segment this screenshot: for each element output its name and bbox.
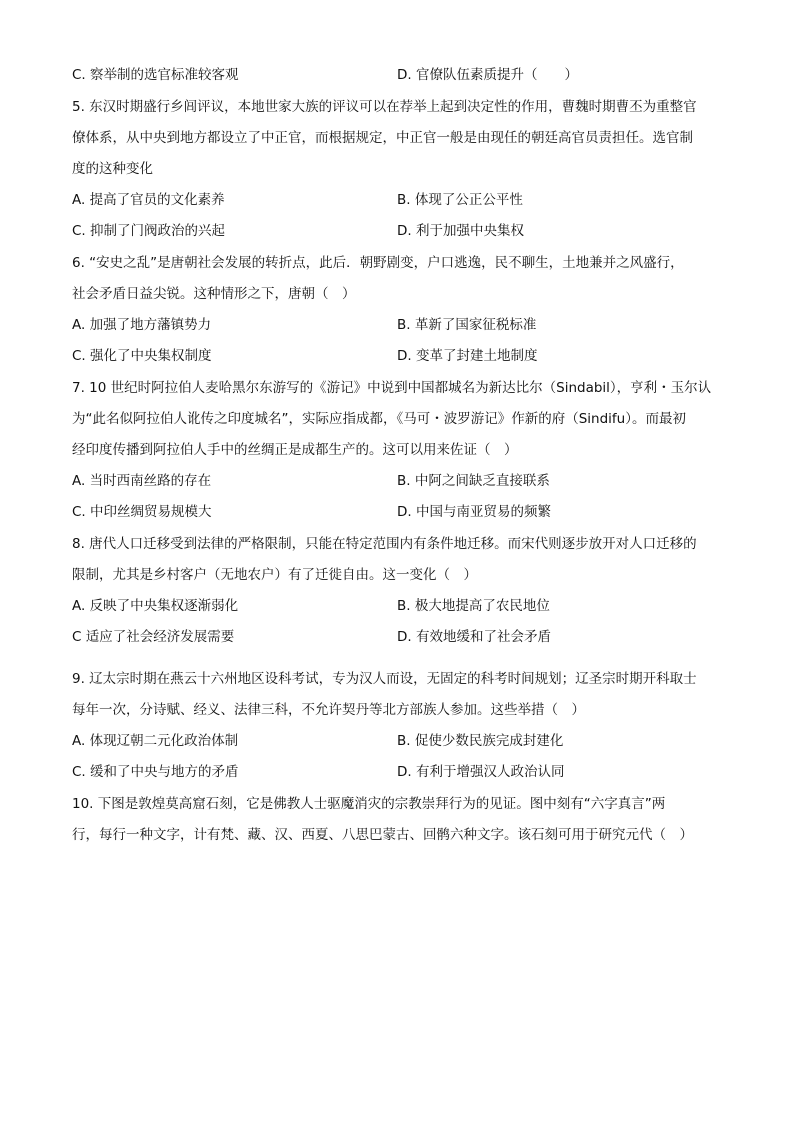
q8-options-row-cd xyxy=(72,627,732,647)
q4-option-d: D. 官僚队伍素质提升（ ） xyxy=(397,67,578,83)
q5-options-row-ab xyxy=(72,190,732,210)
q9-options-row-cd xyxy=(72,762,732,782)
q6-options-row-ab xyxy=(72,315,732,335)
q8-stem-line-1: 8. 唐代人口迁移受到法律的严格限制，只能在特定范围内有条件地迁移。而宋代则逐步放开对人口迁移的 xyxy=(72,536,697,552)
q7-stem-line-3: 经印度传播到阿拉伯人手中的丝绸正是成都生产的。这可以用来佐证（ ） xyxy=(72,442,518,458)
q7-option-a: A. 当时西南丝路的存在 xyxy=(72,473,212,489)
q7-stem-line-1: 7. 10 世纪时阿拉伯人麦哈黑尔东游写的《游记》中说到中国都城名为新达比尔（Sindabil），亨利・玉尔认 xyxy=(72,380,712,396)
q9-option-a: A. 体现辽朝二元化政治体制 xyxy=(72,733,239,749)
q6-option-b: B. 革新了国家征税标准 xyxy=(397,317,537,333)
q4-option-c: C. 察举制的选官标准较客观 xyxy=(72,67,239,83)
q7-stem-line-2: 为“此名似阿拉伯人讹传之印度城名”，实际应指成都，《马可・波罗游记》作新的府（Sindifu）。而最初 xyxy=(72,411,686,427)
q9-option-b: B. 促使少数民族完成封建化 xyxy=(397,733,564,749)
q5-stem-line-2: 僚体系，从中央到地方都设立了中正官，而根据规定，中正官一般是由现任的朝廷高官员责担任。选官制 xyxy=(72,130,693,146)
q5-option-b: B. 体现了公正公平性 xyxy=(397,192,523,208)
q8-option-c: C 适应了社会经济发展需要 xyxy=(72,629,235,645)
q7-options-row-cd xyxy=(72,502,732,522)
q4-options-row-cd xyxy=(72,65,732,85)
q8-stem-line-2: 限制，尤其是乡村客户（无地农户）有了迁徙自由。这一变化（ ） xyxy=(72,567,477,583)
q8-option-a: A. 反映了中央集权逐渐弱化 xyxy=(72,598,239,614)
q9-stem-line-1: 9. 辽太宗时期在燕云十六州地区设科考试，专为汉人而设，无固定的科考时间规划；辽圣宗时期开科取士 xyxy=(72,671,697,687)
q9-stem-line-2: 每年一次，分诗赋、经义、法律三科，不允许契丹等北方部族人参加。这些举措（ ） xyxy=(72,702,585,718)
q8-option-b: B. 极大地提高了农民地位 xyxy=(397,598,550,614)
q6-option-a: A. 加强了地方藩镇势力 xyxy=(72,317,212,333)
q6-options-row-cd xyxy=(72,346,732,366)
q7-option-d: D. 中国与南亚贸易的频繁 xyxy=(397,504,551,520)
q6-stem-line-2: 社会矛盾日益尖锐。这种情形之下，唐朝（ ） xyxy=(72,286,356,302)
q5-option-c: C. 抑制了门阀政治的兴起 xyxy=(72,223,226,239)
q7-options-row-ab xyxy=(72,471,732,491)
q5-options-row-cd xyxy=(72,221,732,241)
q6-option-d: D. 变革了封建土地制度 xyxy=(397,348,538,364)
q9-options-row-ab xyxy=(72,731,732,751)
q7-option-c: C. 中印丝绸贸易规模大 xyxy=(72,504,212,520)
q9-option-d: D. 有利于增强汉人政治认同 xyxy=(397,764,565,780)
q5-stem-line-3: 度的这种变化 xyxy=(72,161,153,177)
q5-stem-line-1: 5. 东汉时期盛行乡闾评议，本地世家大族的评议可以在荐举上起到决定性的作用，曹魏时期曹丕为重整官 xyxy=(72,99,697,115)
q6-option-c: C. 强化了中央集权制度 xyxy=(72,348,212,364)
q5-option-d: D. 利于加强中央集权 xyxy=(397,223,524,239)
q6-stem-line-1: 6. “安史之乱”是唐朝社会发展的转折点，此后．朝野剧变，户口逃逸，民不聊生，土地兼并之风盛行， xyxy=(72,255,684,271)
q8-options-row-ab xyxy=(72,596,732,616)
q5-option-a: A. 提高了官员的文化素养 xyxy=(72,192,225,208)
q7-option-b: B. 中阿之间缺乏直接联系 xyxy=(397,473,550,489)
q10-stem-line-1: 10. 下图是敦煌莫高窟石刻，它是佛教人士驱魔消灾的宗教崇拜行为的见证。图中刻有“六字真言”两 xyxy=(72,796,666,812)
q10-stem-line-2: 行，每行一种文字，计有梵、藏、汉、西夏、八思巴蒙古、回鹘六种文字。该石刻可用于研究元代（ ） xyxy=(72,827,693,843)
q8-option-d: D. 有效地缓和了社会矛盾 xyxy=(397,629,551,645)
q9-option-c: C. 缓和了中央与地方的矛盾 xyxy=(72,764,239,780)
